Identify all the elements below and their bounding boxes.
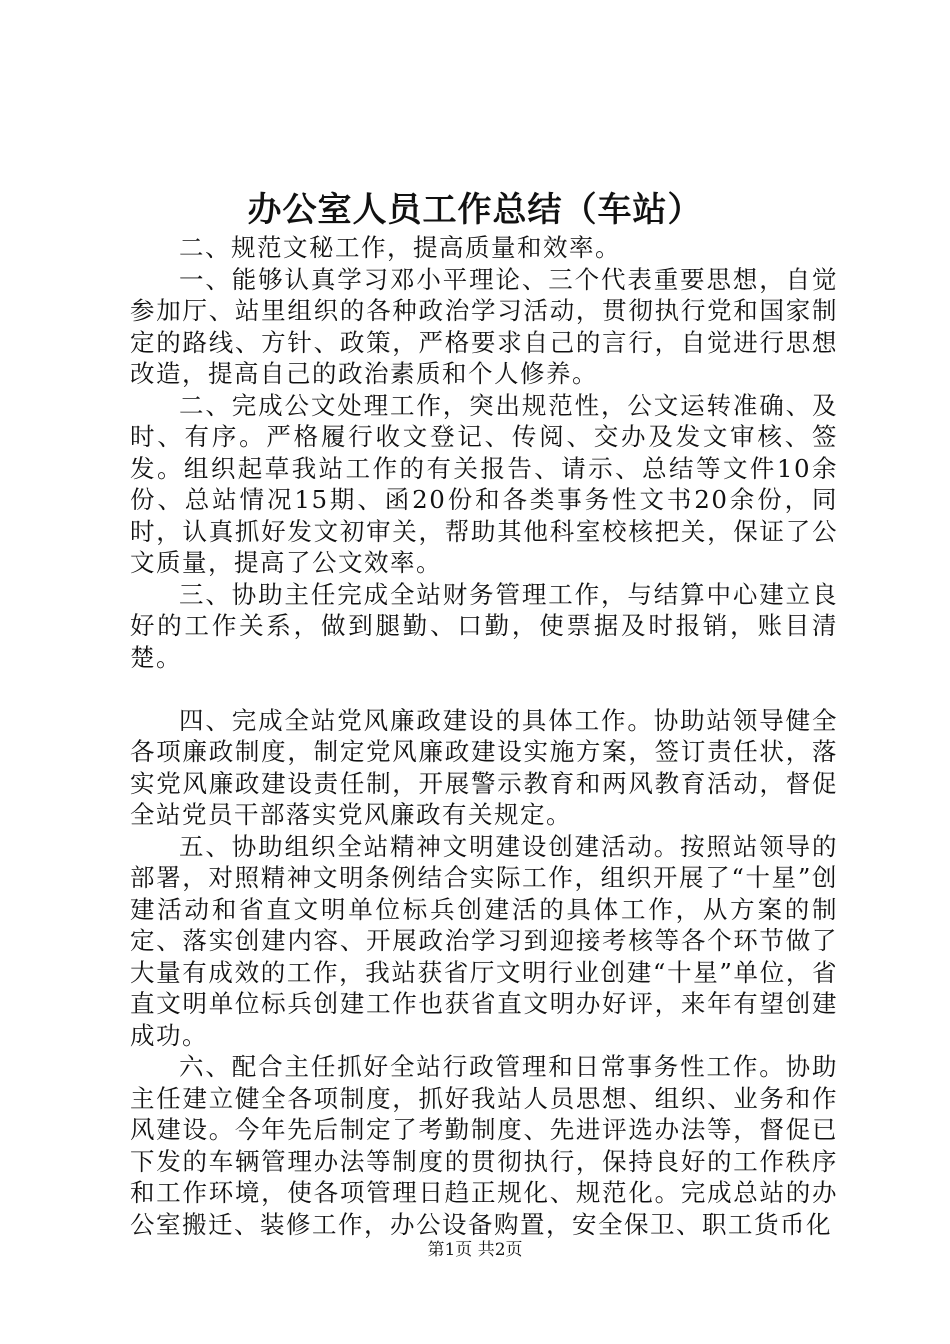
paragraph-section-heading: 二、规范文秘工作，提高质量和效率。 — [179, 233, 621, 262]
paragraph-item-4: 四、完成全站党风廉政建设的具体工作。协助站领导健全各项廉政制度，制定党风廉政建设实施方案，签订责任状，落实党风廉政建设责任制，开展警示教育和两风教育活动，督促全站党员干部落实党风廉政有关规定。 — [130, 705, 838, 829]
paragraph-item-1: 一、能够认真学习邓小平理论、三个代表重要思想，自觉参加厅、站里组织的各种政治学习活动，贯彻执行党和国家制定的路线、方针、政策，严格要求自己的言行，自觉进行思想改造，提高自己的政治素质和个人修养。 — [130, 264, 838, 388]
page-number-footer: 第1页 共2页 — [427, 1240, 523, 1260]
paragraph-item-6: 六、配合主任抓好全站行政管理和日常事务性工作。协助主任建立健全各项制度，抓好我站人员思想、组织、业务和作风建设。今年先后制定了考勤制度、先进评选办法等，督促已下发的车辆管理办法等制度的贯彻执行，保持良好的工作秩序和工作环境，使各项管理日趋正规化、规范化。完成总站的办公室搬迁、装修工作，办公设备购置，安全保卫、职工货币化 — [130, 1052, 838, 1239]
document-body — [130, 232, 838, 1240]
document-title: 办公室人员工作总结（车站） — [247, 190, 703, 230]
paragraph-item-3: 三、协助主任完成全站财务管理工作，与结算中心建立良好的工作关系，做到腿勤、口勤，使票据及时报销，账目清楚。 — [130, 579, 838, 672]
paragraph-item-5: 五、协助组织全站精神文明建设创建活动。按照站领导的部署，对照精神文明条例结合实际工作，组织开展了“十星”创建活动和省直文明单位标兵创建活的具体工作，从方案的制定、落实创建内容、开展政治学习到迎接考核等各个环节做了大量有成效的工作，我站获省厅文明行业创建“十星”单位，省直文明单位标兵创建工作也获省直文明办好评，来年有望创建成功。 — [130, 831, 838, 1050]
paragraph-item-2: 二、完成公文处理工作，突出规范性，公文运转准确、及时、有序。严格履行收文登记、传阅、交办及发文审核、签发。组织起草我站工作的有关报告、请示、总结等文件10余份、总站情况15期、函20份和各类事务性文书20余份，同时，认真抓好发文初审关，帮助其他科室校核把关，保证了公文质量，提高了公文效率。 — [130, 390, 838, 577]
